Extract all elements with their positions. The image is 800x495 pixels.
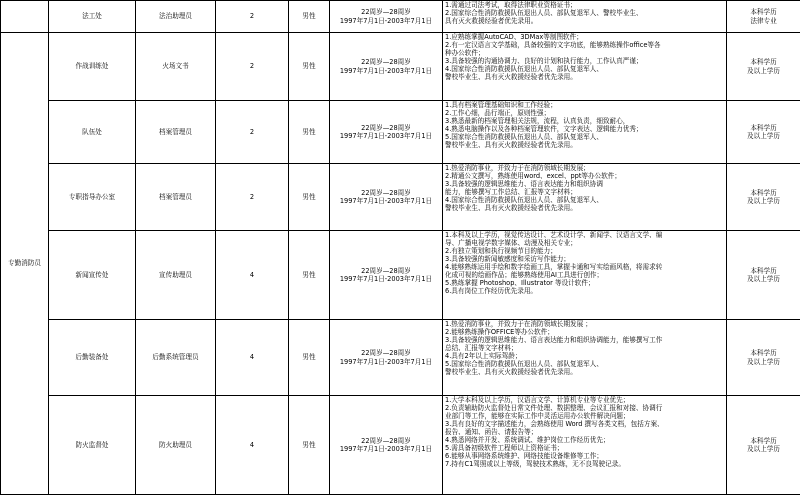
education-line: 本科学历	[729, 349, 798, 357]
age-line: 1997年7月1日-2003年7月1日	[332, 197, 440, 205]
requirements-cell	[443, 231, 727, 320]
table-row	[1, 320, 800, 396]
position-title-cell: 火场文书	[136, 33, 216, 101]
requirement-line: 总结、汇报等文字材料；	[445, 344, 724, 352]
requirement-line: 3.具备较强的新闻敏感度和采访写作能力；	[445, 255, 724, 263]
requirement-line: 4.国家综合性消防救援队伍退出人员、部队复退军人、	[445, 65, 724, 73]
requirement-line: 2.负责辅助防火监督处日常文件处理、数据整理、会议汇报和对接、协调行	[445, 404, 724, 412]
table-row	[1, 1, 800, 33]
requirement-line: 1.需通过司法考试，取得法律职业资格证书；	[445, 1, 724, 9]
department-cell: 防火监督处	[49, 396, 136, 495]
education-cell	[727, 33, 800, 101]
requirement-line: 4.熟悉电脑操作以及各种档案管理软件，文字表达、逻辑能力优秀；	[445, 125, 724, 133]
requirement-line: 能力，能够撰写工作总结、汇报等文字材料；	[445, 188, 724, 196]
age-line: 1997年7月1日-2003年7月1日	[332, 132, 440, 140]
requirement-line: 4.能够熟练运用手绘和数字绘画工具，掌握卡通和写实绘画风格，将需求转	[445, 263, 724, 271]
age-line: 1997年7月1日-2003年7月1日	[332, 445, 440, 453]
requirement-line: 业部门等工作，能够在实际工作中灵活运用办公软件解决问题；	[445, 412, 724, 420]
education-line: 及以上学历	[729, 132, 798, 140]
age-cell	[330, 396, 443, 495]
education-line: 法律专业	[729, 17, 798, 25]
age-line: 22周岁—28周岁	[332, 189, 440, 197]
requirement-line: 6.能够从事网络系统维护、网络技能设备维修等工作；	[445, 452, 724, 460]
requirement-line: 2.有一定汉语言文学基础，具备较强的文字功底，能够熟练操作office等各	[445, 41, 724, 49]
requirement-line: 种办公软件；	[445, 49, 724, 57]
headcount-cell: 2	[216, 101, 289, 164]
education-line: 及以上学历	[729, 275, 798, 283]
requirement-line: 4.具有2年以上实际驾龄；	[445, 352, 724, 360]
education-line: 及以上学历	[729, 67, 798, 75]
education-line: 本科学历	[729, 437, 798, 445]
requirement-line: 1.应熟练掌握AutoCAD、3DMax等制图软件；	[445, 33, 724, 41]
requirement-line: 5.需具备初级软件工程师以上资格证书；	[445, 444, 724, 452]
position-title-cell: 宣传助理员	[136, 231, 216, 320]
requirement-line: 3.具备较强的沟通协调力、良好的计划和执行能力，工作认真严谨；	[445, 57, 724, 65]
requirement-line: 4.熟悉网络并开发、系统调试、维护岗位工作经历优先；	[445, 436, 724, 444]
requirement-line: 警校毕业生、具有灭火救援经验者优先录用。	[445, 141, 724, 149]
education-line: 及以上学历	[729, 358, 798, 366]
education-cell	[727, 101, 800, 164]
requirement-line: 2.工作心细，品行端正，原则性强；	[445, 109, 724, 117]
requirement-line: 报告、通知、函告、请报告等；	[445, 428, 724, 436]
age-line: 1997年7月1日-2003年7月1日	[332, 358, 440, 366]
education-line: 及以上学历	[729, 445, 798, 453]
table-row	[1, 396, 800, 495]
requirement-line: 警校毕业生、具有灭火救援经验者优先录用。	[445, 204, 724, 212]
department-cell: 作战训练处	[49, 33, 136, 101]
age-line: 22周岁—28周岁	[332, 8, 440, 16]
age-cell	[330, 320, 443, 396]
position-title-cell: 后勤系统管理员	[136, 320, 216, 396]
category-cell: 专勤消防员	[1, 33, 49, 495]
requirement-line: 3.具备较强的逻辑思维能力、语言表达能力和组织协调能力，能够撰写工作	[445, 336, 724, 344]
age-line: 22周岁—28周岁	[332, 267, 440, 275]
department-cell: 新闻宣传处	[49, 231, 136, 320]
department-cell: 专职指导办公室	[49, 164, 136, 231]
headcount-cell: 2	[216, 164, 289, 231]
requirement-line: 2.能够熟练操作OFFICE等办公软件；	[445, 328, 724, 336]
requirements-cell	[443, 320, 727, 396]
position-title-cell: 档案管理员	[136, 101, 216, 164]
education-cell	[727, 231, 800, 320]
gender-cell: 男性	[289, 33, 330, 101]
requirement-line: 5.国家综合性消防救援队伍退出人员、部队复退军人、	[445, 360, 724, 368]
requirement-line: 警校毕业生、具有灭火救援经验者优先录用。	[445, 368, 724, 376]
category-cell-empty	[1, 1, 49, 33]
headcount-cell: 2	[216, 1, 289, 33]
position-title-cell: 防火助理员	[136, 396, 216, 495]
requirement-line: 6.具有岗位工作经历优先录用。	[445, 287, 724, 295]
age-cell	[330, 101, 443, 164]
requirement-line: 导、广播电视学数字媒体、动漫及相关专业；	[445, 239, 724, 247]
age-line: 22周岁—28周岁	[332, 349, 440, 357]
requirements-cell	[443, 33, 727, 101]
requirement-line: 3.具备较强的逻辑思维能力、语言表达能力和组织协调	[445, 180, 724, 188]
age-line: 22周岁—28周岁	[332, 437, 440, 445]
age-cell	[330, 1, 443, 33]
requirement-line: 3.具有良好的文字描述能力，会熟练使用 Word 撰写各类文档，包括方案、	[445, 420, 724, 428]
education-cell	[727, 164, 800, 231]
gender-cell: 男性	[289, 320, 330, 396]
department-cell: 后勤装备处	[49, 320, 136, 396]
education-line: 本科学历	[729, 58, 798, 66]
requirement-line: 1.本科及以上学历，视觉传达设计、艺术设计学、新闻学、汉语言文学、编	[445, 231, 724, 239]
requirements-cell	[443, 101, 727, 164]
requirement-line: 警校毕业生、具有灭火救援经验者优先录用。	[445, 73, 724, 81]
requirements-cell	[443, 1, 727, 33]
education-line: 本科学历	[729, 124, 798, 132]
gender-cell: 男性	[289, 231, 330, 320]
age-line: 22周岁—28周岁	[332, 58, 440, 66]
position-title-cell: 法治助理员	[136, 1, 216, 33]
requirements-cell	[443, 396, 727, 495]
requirement-line: 具有灭火救援经验者优先录用。	[445, 17, 724, 25]
education-cell	[727, 396, 800, 495]
requirements-cell	[443, 164, 727, 231]
department-cell: 法工处	[49, 1, 136, 33]
requirement-line: 2.精通公文撰写，熟练使用word、excel、ppt等办公软件；	[445, 172, 724, 180]
headcount-cell: 2	[216, 33, 289, 101]
gender-cell: 男性	[289, 101, 330, 164]
table-row	[1, 164, 800, 231]
education-cell	[727, 320, 800, 396]
table-row	[1, 231, 800, 320]
age-line: 22周岁—28周岁	[332, 124, 440, 132]
requirement-line: 2.有独立策划和执行视频节目的能力；	[445, 247, 724, 255]
education-cell	[727, 1, 800, 33]
gender-cell: 男性	[289, 164, 330, 231]
requirement-line: 5.国家综合性消防救援队伍退出人员、部队复退军人、	[445, 133, 724, 141]
position-title-cell: 档案管理员	[136, 164, 216, 231]
table-row	[1, 101, 800, 164]
age-cell	[330, 33, 443, 101]
requirement-line: 5.熟练掌握 Photoshop、Illustrator 等设计软件；	[445, 279, 724, 287]
education-line: 及以上学历	[729, 197, 798, 205]
age-cell	[330, 231, 443, 320]
headcount-cell: 4	[216, 320, 289, 396]
table-row	[1, 33, 800, 101]
age-line: 1997年7月1日-2003年7月1日	[332, 17, 440, 25]
gender-cell: 男性	[289, 396, 330, 495]
age-cell	[330, 164, 443, 231]
age-line: 1997年7月1日-2003年7月1日	[332, 275, 440, 283]
requirement-line: 7.持有C1驾照或以上等级，驾驶技术熟练，无不良驾驶记录。	[445, 460, 724, 468]
requirement-line: 1.具有档案管理基础知识和工作经验；	[445, 101, 724, 109]
headcount-cell: 4	[216, 396, 289, 495]
requirement-line: 4.国家综合性消防救援队伍退出人员、部队复退军人、	[445, 196, 724, 204]
requirement-line: 2.国家综合性消防救援队伍退出人员、部队复退军人、警校毕业生、	[445, 9, 724, 17]
requirement-line: 1.热爱消防事业，并致力于在消防领域长期发展 ；	[445, 320, 724, 328]
education-line: 本科学历	[729, 267, 798, 275]
education-line: 本科学历	[729, 189, 798, 197]
requirement-line: 1.大学本科及以上学历，汉语言文学、计算机专业等专业优先；	[445, 396, 724, 404]
gender-cell: 男性	[289, 1, 330, 33]
age-line: 1997年7月1日-2003年7月1日	[332, 67, 440, 75]
requirement-line: 1.热爱消防事业，并致力于在消防领域长期发展；	[445, 164, 724, 172]
requirement-line: 化成可视的绘画作品；能够熟练使用AI工具进行创作；	[445, 271, 724, 279]
headcount-cell: 4	[216, 231, 289, 320]
department-cell: 队伍处	[49, 101, 136, 164]
requirement-line: 3.熟悉最新的档案管理相关法规，流程，认真负责，细致耐心，	[445, 117, 724, 125]
education-line: 本科学历	[729, 8, 798, 16]
